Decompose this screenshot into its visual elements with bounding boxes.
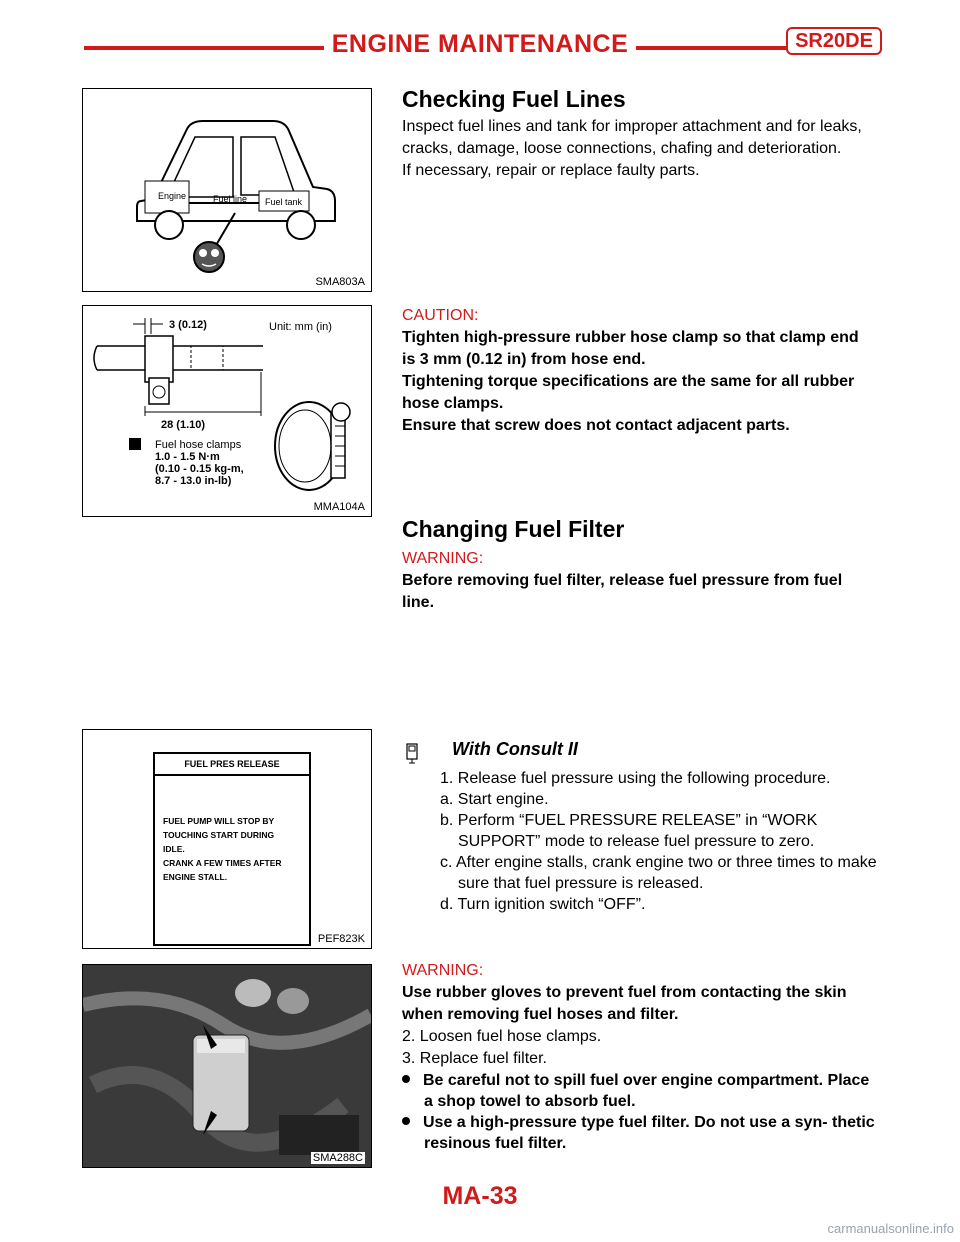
- figure-id: SMA803A: [315, 276, 365, 288]
- warning-line: Before removing fuel filter, release fuel pressure from fuel: [402, 572, 843, 589]
- figure-hose-clamp: [82, 305, 372, 517]
- bullet-icon: [402, 1117, 410, 1125]
- bullet-item: [402, 1112, 882, 1154]
- step-b: b. Perform “FUEL PRESSURE RELEASE” in “WORK SUPPORT” mode to release fuel pressure to zero.: [440, 812, 818, 850]
- caution-block: [402, 305, 882, 437]
- figure-id: SMA288C: [312, 1152, 363, 1164]
- warning-line: Use rubber gloves to prevent fuel from contacting the skin: [402, 984, 847, 1001]
- fuel-line-label: Fuel line: [213, 194, 248, 204]
- screen-line: TOUCHING START DURING: [163, 830, 275, 840]
- screen-title: FUEL PRES RELEASE: [155, 754, 309, 776]
- consult-screen: [153, 752, 311, 946]
- step-c: c. After engine stalls, crank engine two or three times to make sure that fuel pressure is released.: [440, 854, 877, 892]
- figure-id: MMA104A: [313, 501, 365, 513]
- bullet-icon: [402, 1075, 410, 1083]
- spec-label: Fuel hose clamps: [155, 439, 242, 451]
- warning-label: WARNING:: [402, 550, 484, 567]
- figure-fuel-filter-photo: [82, 964, 372, 1168]
- step-a: a. Start engine.: [440, 791, 549, 808]
- section1-body: [402, 116, 882, 182]
- caution-line: Ensure that screw does not contact adjacent parts.: [402, 417, 790, 434]
- bullet-item: [402, 1070, 882, 1112]
- dim-top-label: 3 (0.12): [169, 319, 207, 331]
- dim-bottom-label: 28 (1.10): [161, 419, 206, 431]
- car-diagram: [83, 89, 371, 291]
- bullet-text: Use a high-pressure type fuel filter. Do not use a syn- thetic resinous fuel filter.: [423, 1114, 875, 1152]
- section-title-changing-fuel-filter: Changing Fuel Filter: [402, 516, 625, 542]
- step-2: 2. Loosen fuel hose clamps.: [402, 1028, 602, 1045]
- unit-label: Unit: mm (in): [269, 321, 332, 333]
- bullet-text: Be careful not to spill fuel over engine compartment. Place a shop towel to absorb fuel.: [423, 1072, 870, 1110]
- body-line: cracks, damage, loose connections, chafing and deterioration.: [402, 140, 842, 157]
- spec-torque-kgm: (0.10 - 0.15 kg-m,: [155, 463, 244, 475]
- body-line: If necessary, repair or replace faulty parts.: [402, 162, 700, 179]
- consult-title: With Consult II: [452, 739, 578, 759]
- engine-code-badge: SR20DE: [786, 27, 882, 55]
- page-title: ENGINE MAINTENANCE: [324, 30, 637, 58]
- caution-line: is 3 mm (0.12 in) from hose end.: [402, 351, 646, 368]
- figure-fuel-lines-car: [82, 88, 372, 292]
- screen-line: IDLE.: [163, 844, 185, 854]
- fuel-tank-label: Fuel tank: [265, 197, 303, 207]
- warning-line: line.: [402, 594, 435, 611]
- step-1: 1. Release fuel pressure using the following procedure.: [440, 770, 831, 787]
- page-number: MA-33: [442, 1182, 518, 1210]
- hose-clamp-diagram: [83, 306, 371, 516]
- section-title-checking-fuel-lines: Checking Fuel Lines: [402, 86, 626, 112]
- warning-block-1: [402, 548, 882, 614]
- warning-line: when removing fuel hoses and filter.: [402, 1006, 679, 1023]
- screen-message: [155, 776, 309, 884]
- consult-tester-icon: [402, 742, 432, 766]
- caution-line: Tighten high-pressure rubber hose clamp so that clamp end: [402, 329, 859, 346]
- warning-block-2: [402, 960, 882, 1154]
- screen-line: ENGINE STALL.: [163, 872, 228, 882]
- screen-line: CRANK A FEW TIMES AFTER: [163, 858, 282, 868]
- caution-label: CAUTION:: [402, 307, 479, 324]
- step-3: 3. Replace fuel filter.: [402, 1050, 547, 1067]
- caution-line: hose clamps.: [402, 395, 504, 412]
- spec-torque-inlb: 8.7 - 13.0 in-lb): [155, 475, 232, 487]
- fuel-filter-photo: [83, 965, 371, 1167]
- watermark: carmanualsonline.info: [827, 1221, 954, 1236]
- engine-label: Engine: [158, 191, 187, 201]
- warning-label: WARNING:: [402, 962, 484, 979]
- screen-line: FUEL PUMP WILL STOP BY: [163, 816, 275, 826]
- spec-torque-nm: 1.0 - 1.5 N·m: [155, 451, 220, 463]
- figure-id: PEF823K: [317, 933, 365, 945]
- figure-consult-screen: [82, 729, 372, 949]
- step-d: d. Turn ignition switch “OFF”.: [440, 896, 646, 913]
- consult-steps: [440, 768, 885, 915]
- body-line: Inspect fuel lines and tank for improper attachment and for leaks,: [402, 118, 862, 135]
- caution-line: Tightening torque specifications are the same for all rubber: [402, 373, 855, 390]
